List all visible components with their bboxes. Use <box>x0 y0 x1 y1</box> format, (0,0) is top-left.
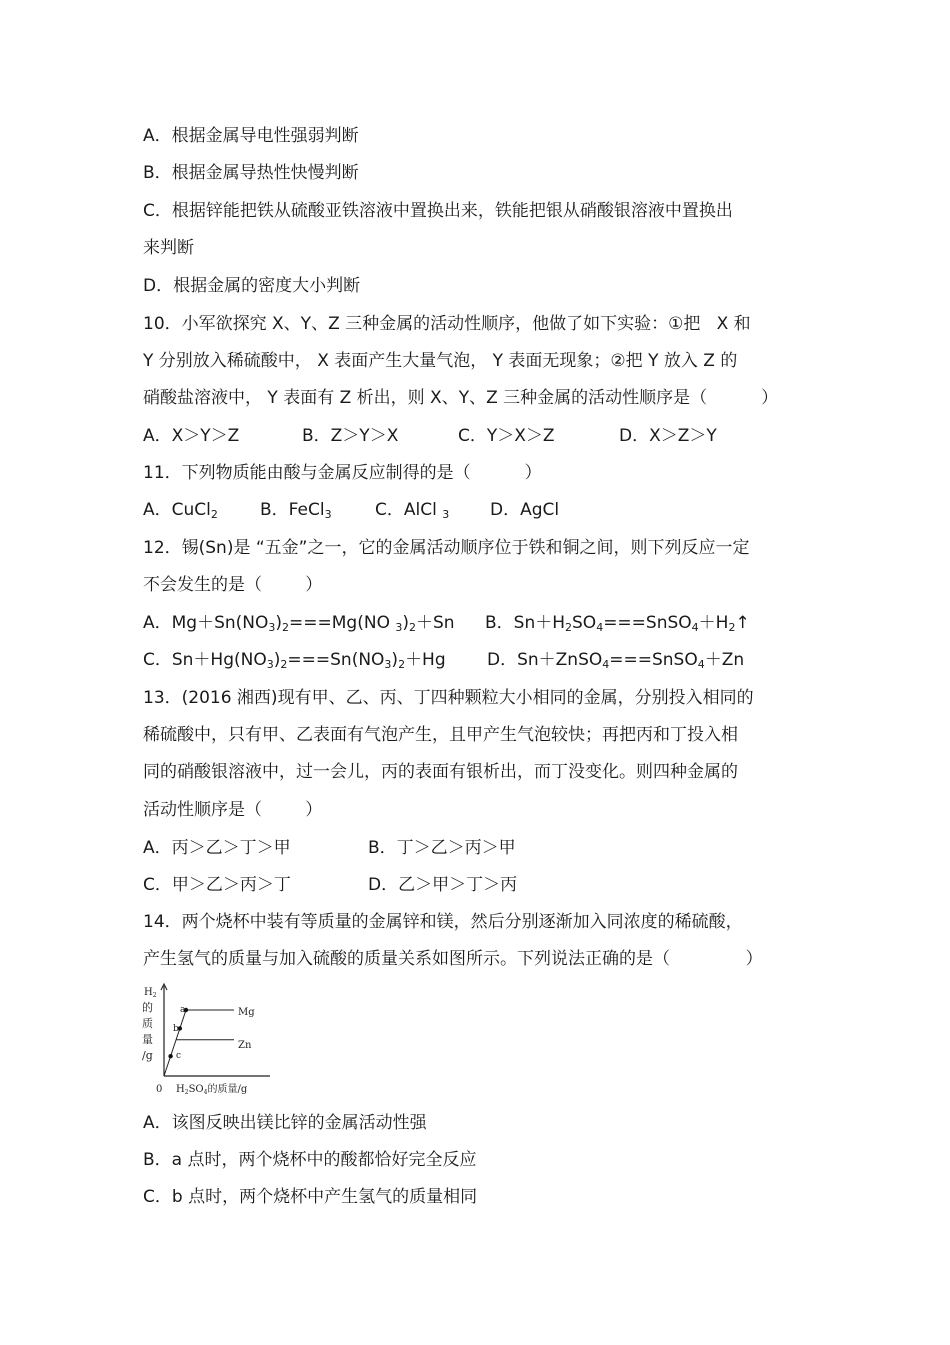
point-c-label: c <box>176 1051 182 1061</box>
h2-mass-graph <box>138 980 278 1095</box>
q13-stem-line2: 稀硫酸中，只有甲、乙表面有气泡产生，且甲产生气泡较快；再把丙和丁投入相 <box>143 725 738 745</box>
point-b-label: b <box>173 1024 179 1034</box>
mg-curve <box>164 1010 234 1076</box>
q13-stem-line3: 同的硝酸银溶液中，过一会儿，丙的表面有银析出，而丁没变化。则四种金属的 <box>143 762 738 782</box>
zn-label: Zn <box>238 1040 252 1051</box>
q9-option-c-line1: C．根据锌能把铁从硫酸亚铁溶液中置换出来，铁能把银从硝酸银溶液中置换出 <box>143 201 733 221</box>
y-axis-label-h: $H_2$ <box>144 987 157 999</box>
q11-stem: 11．下列物质能由酸与金属反应制得的是（ ） <box>143 463 542 483</box>
y-axis-label-zhi: 质 <box>142 1017 153 1030</box>
q10-option-c: C．Y＞X＞Z <box>458 426 555 446</box>
q13-option-a: A．丙＞乙＞丁＞甲 <box>143 838 291 858</box>
q10-stem-line3: 硝酸盐溶液中， Y 表面有 Z 析出，则 X、Y、Z 三种金属的活动性顺序是（ ） <box>143 388 779 408</box>
q14-stem-line1: 14．两个烧杯中装有等质量的金属锌和镁，然后分别逐渐加入同浓度的稀硫酸， <box>143 912 743 932</box>
y-axis-label-liang: 量 <box>142 1033 153 1046</box>
q10-option-a: A．X＞Y＞Z <box>143 426 240 446</box>
q9-option-a: A．根据金属导电性强弱判断 <box>143 126 359 146</box>
q12-option-b: B．$Sn+H_2SO_4===SnSO_4+H_2↑$ <box>485 613 750 634</box>
q11-option-b: B．FeCl$_3$ <box>260 500 332 521</box>
point-c <box>168 1054 172 1058</box>
origin-label: 0 <box>156 1084 163 1095</box>
q14-option-a: A．该图反映出镁比锌的金属活动性强 <box>143 1113 427 1133</box>
q10-stem-line2: Y 分别放入稀硫酸中， X 表面产生大量气泡， Y 表面无现象；②把 Y 放入 Z 的 <box>143 351 738 371</box>
q13-stem-line1: 13．(2016 湘西)现有甲、乙、丙、丁四种颗粒大小相同的金属，分别投入相同的 <box>143 688 754 708</box>
q13-option-d: D．乙＞甲＞丁＞丙 <box>368 875 518 895</box>
y-axis-label-unit: /g <box>142 1049 153 1062</box>
q13-stem-line4: 活动性顺序是（ ） <box>143 800 323 820</box>
mg-label: Mg <box>238 1007 255 1018</box>
q12-option-d: D．Sn＋ZnSO$_4$===SnSO$_4$＋Zn <box>487 650 745 671</box>
q12-stem-line1: 12．锡(Sn)是 “五金”之一，它的金属活动顺序位于铁和铜之间，则下列反应一定 <box>143 538 750 558</box>
q12-option-a: A．$Mg+Sn(NO_3)_2===Mg(NO$ $_3)_2+Sn$ <box>143 613 455 634</box>
q11-option-d: D．AgCl <box>490 500 560 520</box>
q12-option-c: C．$Sn+Hg(NO_3)_2===Sn(NO_3)_2+Hg$ <box>143 650 446 671</box>
q11-option-c: C．AlCl $_3$ <box>375 500 450 521</box>
q11-option-a: A．CuCl$_2$ <box>143 500 218 521</box>
y-axis-label-de: 的 <box>142 1001 153 1014</box>
q10-option-b: B．Z＞Y＞X <box>302 426 399 446</box>
q13-option-b: B．丁＞乙＞丙＞甲 <box>368 838 516 858</box>
q14-option-c: C．b 点时，两个烧杯中产生氢气的质量相同 <box>143 1187 478 1207</box>
q14-option-b: B．a 点时，两个烧杯中的酸都恰好完全反应 <box>143 1150 477 1170</box>
q13-option-c: C．甲＞乙＞丙＞丁 <box>143 875 291 895</box>
q9-option-c-line2: 来判断 <box>143 238 194 258</box>
q10-stem-line1: 10．小军欲探究 X、Y、Z 三种金属的活动性顺序，他做了如下实验：①把 X 和 <box>143 314 751 334</box>
q9-option-d: D．根据金属的密度大小判断 <box>143 276 361 296</box>
q14-stem-line2: 产生氢气的质量与加入硫酸的质量关系如图所示。下列说法正确的是（ ） <box>143 949 763 969</box>
q10-option-d: D．X＞Z＞Y <box>619 426 717 446</box>
x-axis-label: $H_2SO_4$的质量/g <box>176 1084 248 1095</box>
q9-option-b: B．根据金属导热性快慢判断 <box>143 163 359 183</box>
point-a-label: a <box>180 1005 186 1015</box>
q12-stem-line2: 不会发生的是（ ） <box>143 575 323 595</box>
